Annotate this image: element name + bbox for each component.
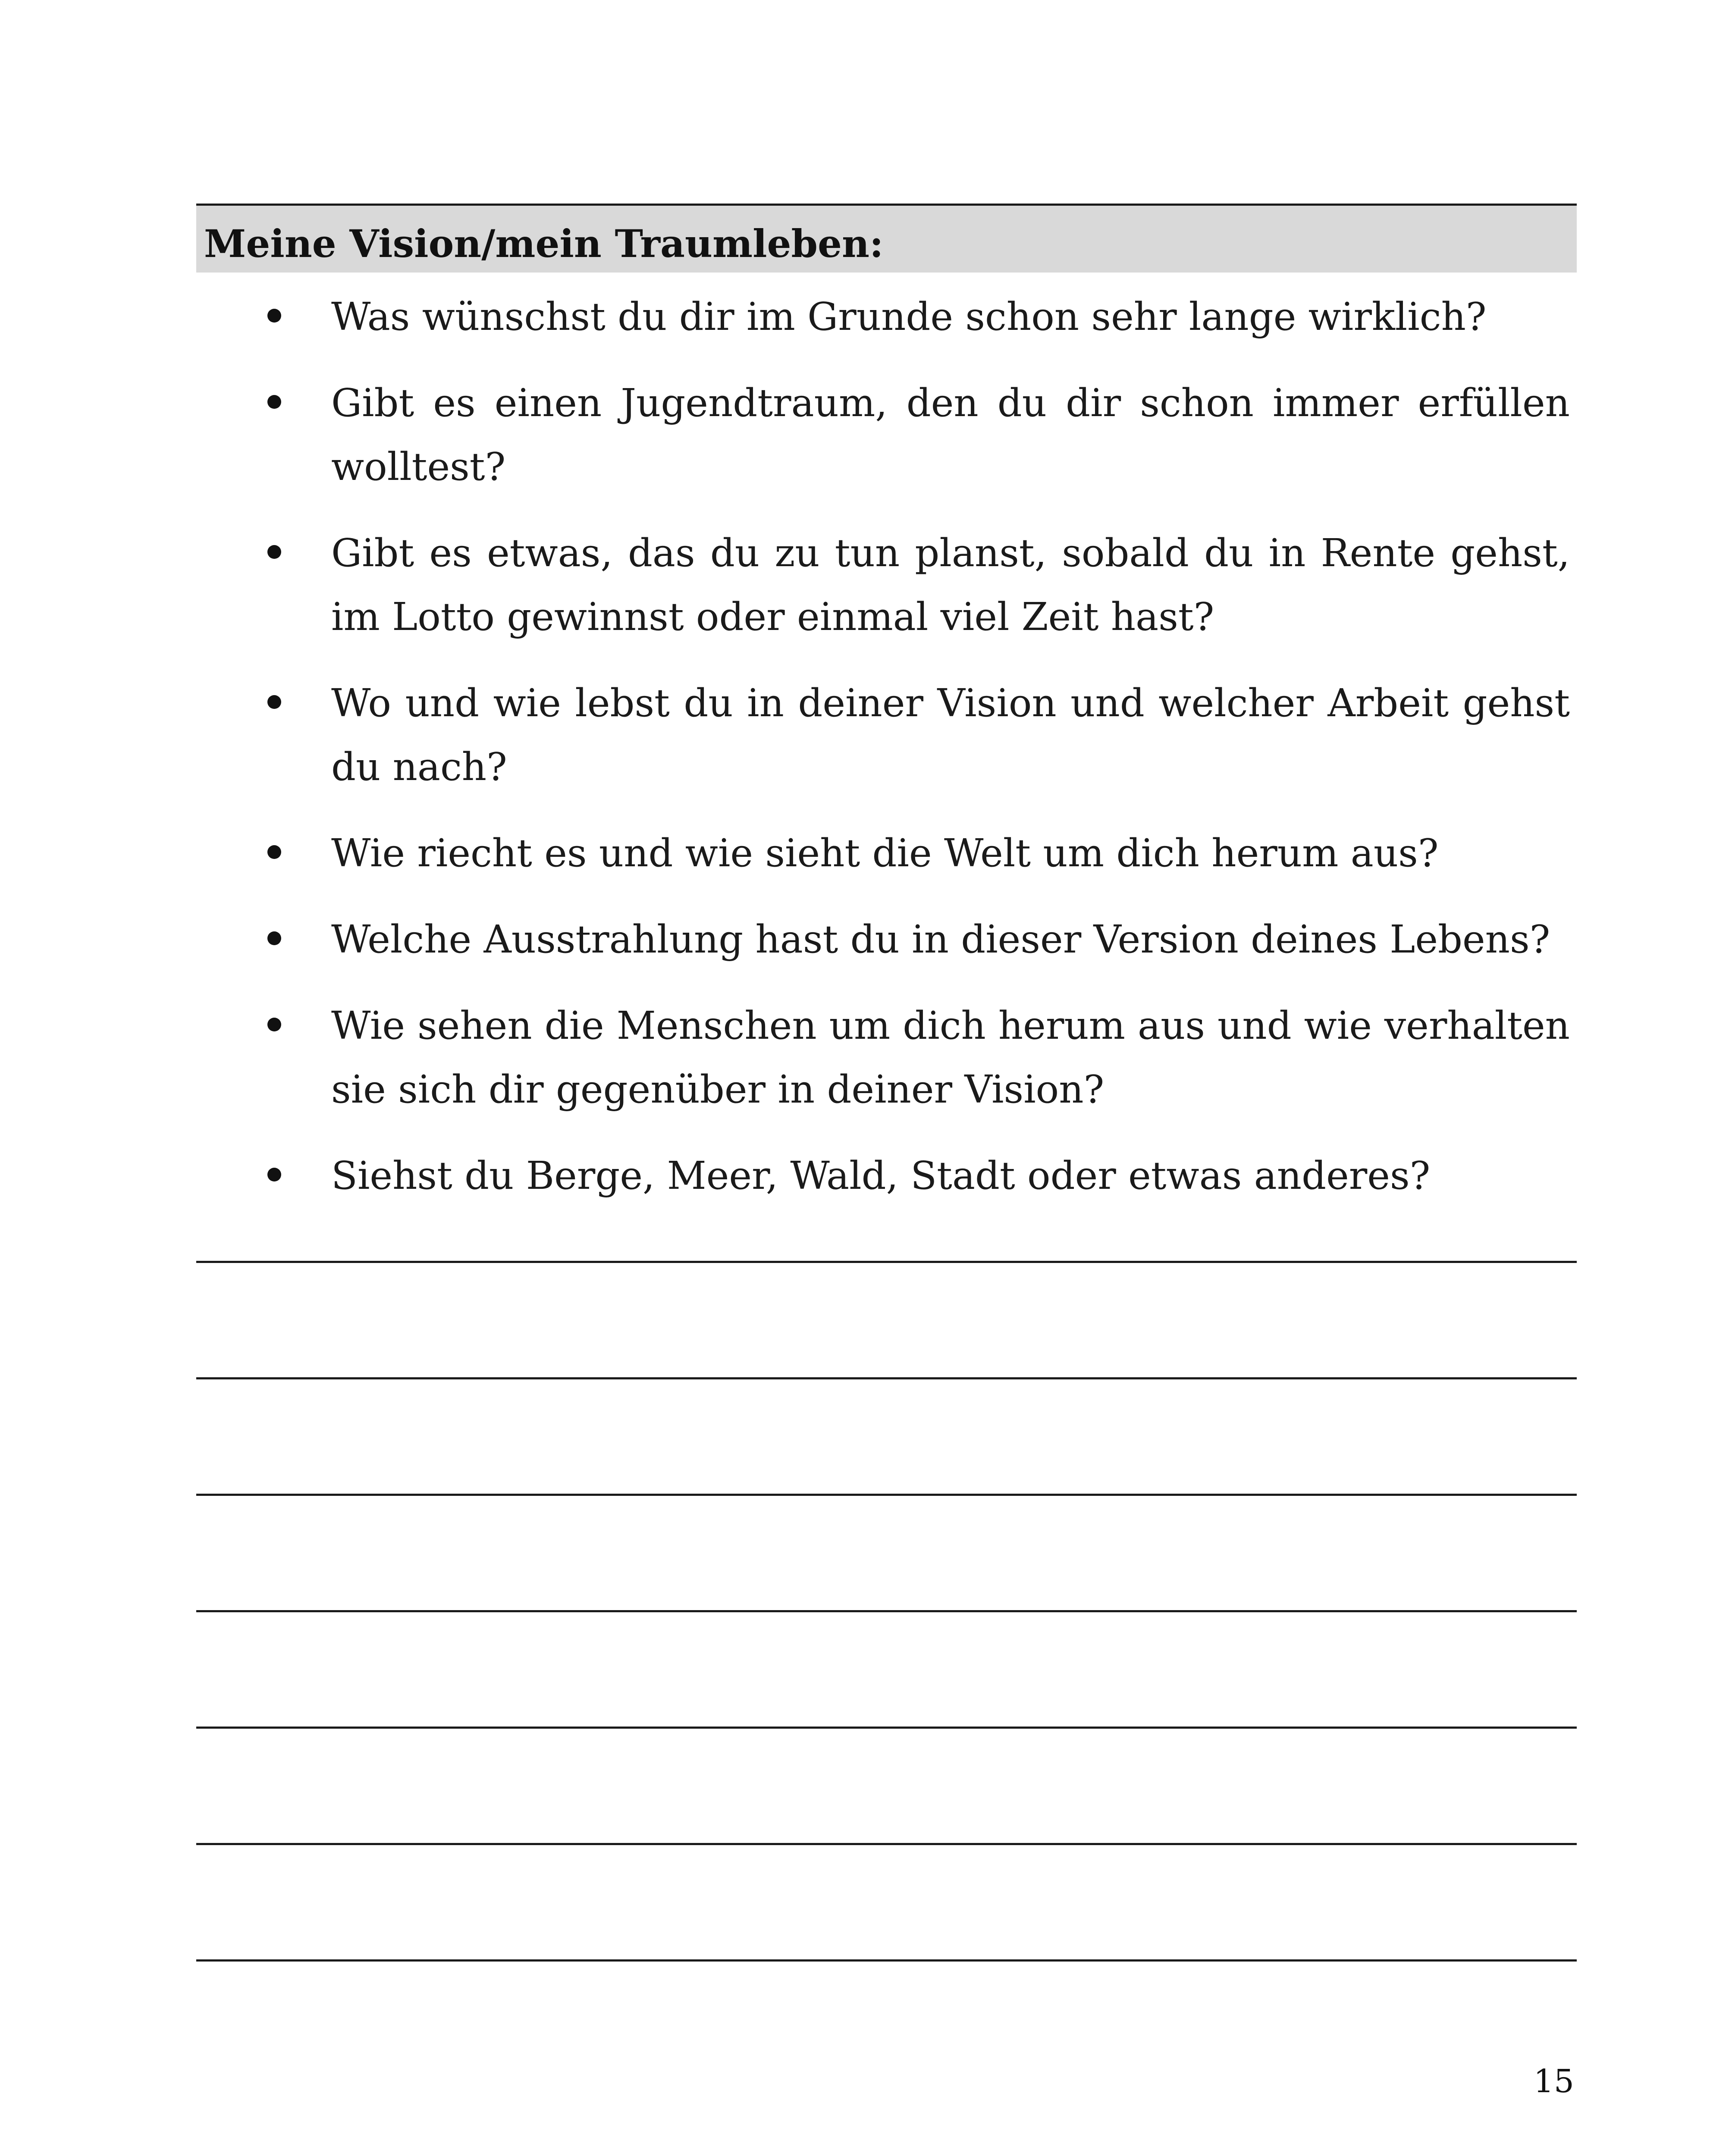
- list-item: [196, 671, 1577, 799]
- question-text: Siehst du Berge, Meer, Wald, Stadt oder etwas anderes?: [331, 1153, 1431, 1198]
- question-text: Was wünschst du dir im Grunde schon sehr lange wirklich?: [331, 294, 1487, 339]
- list-item: [196, 371, 1577, 498]
- bullet-icon: [267, 1168, 281, 1181]
- writing-line: [196, 1494, 1577, 1496]
- section-title: Meine Vision/mein Traumleben:: [204, 221, 884, 266]
- writing-line: [196, 1261, 1577, 1263]
- writing-line: [196, 1377, 1577, 1379]
- writing-area: [196, 1261, 1577, 2076]
- bullet-icon: [267, 845, 281, 859]
- bullet-icon: [267, 931, 281, 945]
- question-text: Wo und wie lebst du in deiner Vision und welcher Arbeit gehst du nach?: [331, 680, 1570, 789]
- list-item: [196, 993, 1577, 1121]
- section-header: [196, 204, 1577, 273]
- list-item: [196, 521, 1577, 649]
- bullet-icon: [267, 1018, 281, 1031]
- list-item: [196, 1144, 1577, 1207]
- question-text: Gibt es etwas, das du zu tun planst, sobald du in Rente gehst, im Lotto gewinnst oder einmal viel Zeit hast?: [331, 530, 1570, 639]
- bullet-icon: [267, 395, 281, 409]
- question-text: Gibt es einen Jugendtraum, den du dir schon immer erfüllen wolltest?: [331, 380, 1570, 489]
- bullet-icon: [267, 695, 281, 709]
- question-list: [196, 285, 1577, 1230]
- question-text: Wie sehen die Menschen um dich herum aus und wie verhalten sie sich dir gegenüber in deiner Vision?: [331, 1003, 1570, 1112]
- writing-line: [196, 1727, 1577, 1729]
- question-text: Wie riecht es und wie sieht die Welt um dich herum aus?: [331, 830, 1439, 875]
- bullet-icon: [267, 309, 281, 323]
- writing-line: [196, 1959, 1577, 1962]
- question-text: Welche Ausstrahlung hast du in dieser Version deines Lebens?: [331, 917, 1550, 962]
- list-item: [196, 821, 1577, 885]
- list-item: [196, 285, 1577, 348]
- bullet-icon: [267, 545, 281, 559]
- list-item: [196, 907, 1577, 971]
- writing-line: [196, 1610, 1577, 1612]
- page-number: 15: [1533, 2063, 1574, 2100]
- writing-line: [196, 1843, 1577, 1845]
